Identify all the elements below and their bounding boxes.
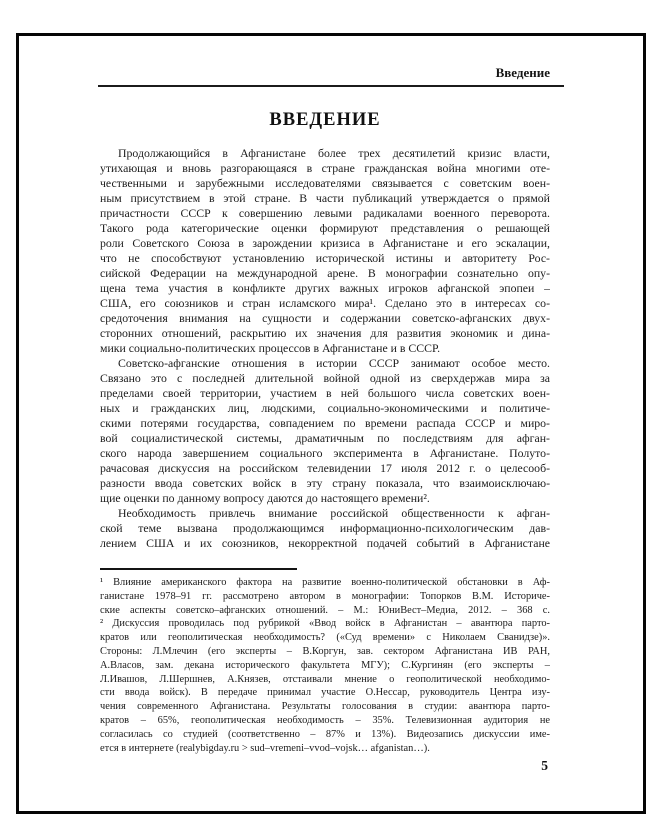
text-line: кратов или геополитическая необходимость? («Суд времени» с Николаем Сванидзе)». (100, 632, 550, 644)
text-line: лением США и их союзников, некорректной подачей событий в Афганистане (100, 536, 550, 550)
footnote-1 (100, 576, 550, 617)
text-line: Л.Ивашов, Л.Шершнев, А.Князев, отстаивали мнение о геополитической необходимо- (100, 673, 550, 685)
text-line: щие оценки по данному вопросу даются до настоящего времени². (100, 491, 430, 505)
text-line: ² Дискуссия проводилась под рубрикой «Ввод войск в Афганистан – авантюра парто- (100, 618, 550, 630)
header-rule (98, 85, 564, 87)
text-line: сторонних отношений, раскрытию их значения для развития экономик и дина- (100, 326, 550, 340)
text-line: кратов – 65%, геополитическая необходимость – 35%. Телевизионная аудитория не (100, 714, 550, 726)
text-line: утихающая и вновь разгорающаяся в стране гражданская война многими оте- (100, 161, 550, 175)
text-line: согласилась со студией (соответственно – 87% и 13%). Видеозапись дискуссии име- (100, 728, 550, 740)
text-line: ется в интернете (realybigday.ru > sud–vremeni–vvod–vojsk… afganistan…). (100, 742, 430, 754)
text-line: Такого рода категорические оценки формируют представления о решающей (100, 221, 550, 235)
text-line: ных и гражданских лиц, людскими, социально-экономическими и политиче- (100, 401, 550, 415)
text-line: сти ввода войск). В передаче принимал участие О.Нессар, руководитель Центра изу- (100, 687, 550, 699)
text-line: чественными и зарубежными исследователями связывается с советским воен- (100, 176, 550, 190)
body-text (100, 146, 550, 551)
text-line: сийской Федерации на международной арене. В монографии сознательно опу- (100, 266, 550, 280)
text-line: ской теме вызвана продолжающимся информационно-психологическим дав- (100, 521, 550, 535)
paragraph-3 (100, 506, 550, 551)
paragraph-2 (100, 356, 550, 506)
text-line: ным присутствием в этой стране. В части публикаций утверждается о прямой (100, 191, 550, 205)
footnote-separator-rule (100, 568, 297, 570)
chapter-title: ВВЕДЕНИЕ (269, 110, 381, 130)
text-line: причастности СССР к совершению левыми радикалами военного переворота. (100, 206, 550, 220)
page-number: 5 (541, 758, 548, 774)
text-line: А.Власов, зам. декана исторического факультета МГУ); С.Кургинян (его эксперты – (100, 659, 550, 671)
footnote-2 (100, 617, 550, 755)
text-line: США, его союзников и стран исламского мира¹. Сделано это в интересах со- (100, 296, 550, 310)
running-head: Введение (495, 65, 550, 80)
text-line: рачасовая дискуссия на российском телевидении 17 июля 2012 г. о целесооб- (100, 461, 550, 475)
text-line: ¹ Влияние американского фактора на развитие военно-политической обстановки в Аф- (100, 577, 550, 588)
text-line: скими потерями государства, совпадением по времени распада СССР и миро- (100, 416, 550, 430)
paragraph-1 (100, 146, 550, 356)
text-line: Советско-афганские отношения в истории СССР занимают особое место. (118, 356, 550, 370)
page-content (19, 66, 643, 773)
text-line: средоточения внимания на сущности и содержании советско-афганских двух- (100, 311, 550, 325)
text-line: ганистане 1978–91 гг. рассмотрено автором в монографии: Топорков В.М. Историче- (100, 590, 550, 602)
text-line: ского народа завершением социального эксперимента в Афганистане. Полуто- (100, 446, 550, 460)
text-line: Необходимость привлечь внимание российской общественности к афган- (118, 506, 550, 520)
text-line: Стороны: Л.Млечин (его эксперты – В.Коргун, зав. сектором Афганистана ИВ РАН, (100, 645, 550, 657)
footnotes (100, 576, 550, 755)
text-line: пределами своей территории, участием в ней большого числа советских воен- (100, 386, 550, 400)
text-line: щена тема участия в конфликте других важных игроков афганской эпопеи – (100, 281, 550, 295)
text-line: чения современного Афганистана. Результаты голосования в студии: авантюра парто- (100, 701, 550, 713)
text-line: мики социально-политических процессов в Афганистане и в СССР. (100, 341, 441, 355)
text-line: вой социалистической системы, драматичным по последствиям для афган- (100, 431, 550, 445)
text-line: что не способствуют установлению исторической истины и авторитету Рос- (100, 251, 550, 265)
text-line: ские аспекты советско–афганских отношений. – М.: ЮниВест–Медиа, 2012. – 368 с. (100, 604, 550, 616)
text-line: разности ввода советских войск в эту страну показала, что взаимоисключаю- (100, 476, 550, 490)
page-border-frame (16, 33, 646, 814)
text-line: Продолжающийся в Афганистане более трех десятилетий кризис власти, (118, 146, 550, 160)
text-line: роли Советского Союза в зарождении кризиса в Афганистане и его эскалации, (100, 236, 550, 250)
text-line: Связано это с последней длительной войной одной из сверхдержав мира за (100, 371, 550, 385)
